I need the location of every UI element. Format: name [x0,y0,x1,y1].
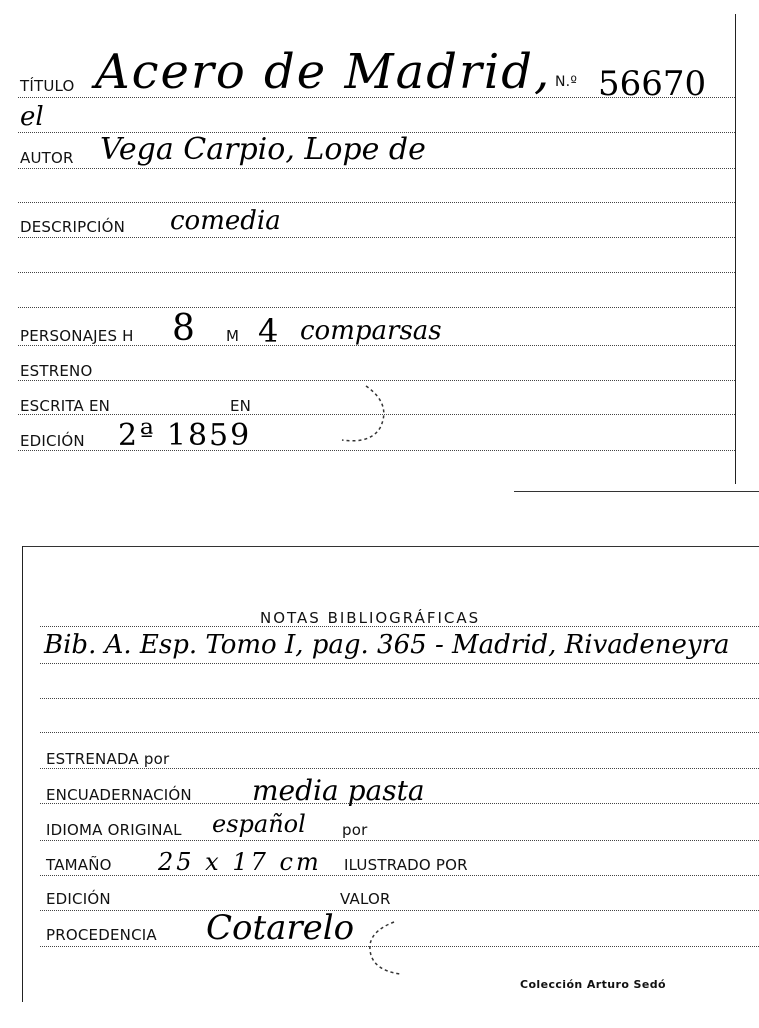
en-label: EN [230,397,252,415]
notas-label: NOTAS BIBLIOGRÁFICAS [260,609,481,627]
idioma-label: IDIOMA ORIGINAL [46,821,182,839]
notas-value: Bib. A. Esp. Tomo I, pag. 365 - Madrid, Rivadeneyra [44,630,730,660]
rule-line [18,237,735,238]
por-label: por [342,821,368,839]
titulo-label: TÍTULO [20,77,75,95]
card-right-edge [735,14,736,484]
edicion-label: EDICIÓN [20,432,85,450]
edicion-value: 2ª 1859 [118,418,252,453]
collection-footer: Colección Arturo Sedó [520,978,666,991]
rule-line [40,732,759,733]
personajes-m-value: 4 [258,312,279,350]
rule-line [40,663,759,664]
punch-hole-mark [336,382,396,448]
procedencia-value: Cotarelo [206,908,355,948]
articulo-value: el [20,102,44,132]
personajes-label: PERSONAJES H [20,327,134,345]
rule-line [40,840,759,841]
encuadernacion-label: ENCUADERNACIÓN [46,786,192,804]
edicion2-label: EDICIÓN [46,890,111,908]
rule-line [18,272,735,273]
numero-label: N.º [555,74,578,90]
rule-line [40,910,759,911]
numero-value: 56670 [598,64,707,104]
ilustrado-label: ILUSTRADO POR [344,856,468,874]
rule-line [40,875,759,876]
autor-label: AUTOR [20,149,74,167]
idioma-value: español [212,810,306,838]
estreno-label: ESTRENO [20,362,93,380]
valor-label: VALOR [340,890,391,908]
estrenada-label: ESTRENADA por [46,750,170,768]
card-bottom-edge [514,491,759,492]
rule-line [18,168,735,169]
m-label: M [226,327,240,345]
rule-line [40,768,759,769]
personajes-h-value: 8 [172,308,195,349]
autor-value: Vega Carpio, Lope de [100,132,426,167]
punch-hole-mark [360,916,410,980]
comparsas-value: comparsas [300,316,442,346]
procedencia-label: PROCEDENCIA [46,926,157,944]
escrita-en-label: ESCRITA EN [20,397,111,415]
tamano-label: TAMAÑO [46,856,112,874]
encuadernacion-value: media pasta [252,774,425,807]
rule-line [18,380,735,381]
rule-line [40,626,759,627]
card-top-edge [22,546,759,547]
rule-line [40,698,759,699]
tamano-value: 25 x 17 cm [158,848,322,876]
descripcion-label: DESCRIPCIÓN [20,218,126,236]
rule-line [18,202,735,203]
titulo-value: Acero de Madrid, [95,44,552,100]
rule-line [18,307,735,308]
card-left-edge [22,546,23,1002]
descripcion-value: comedia [170,206,281,236]
